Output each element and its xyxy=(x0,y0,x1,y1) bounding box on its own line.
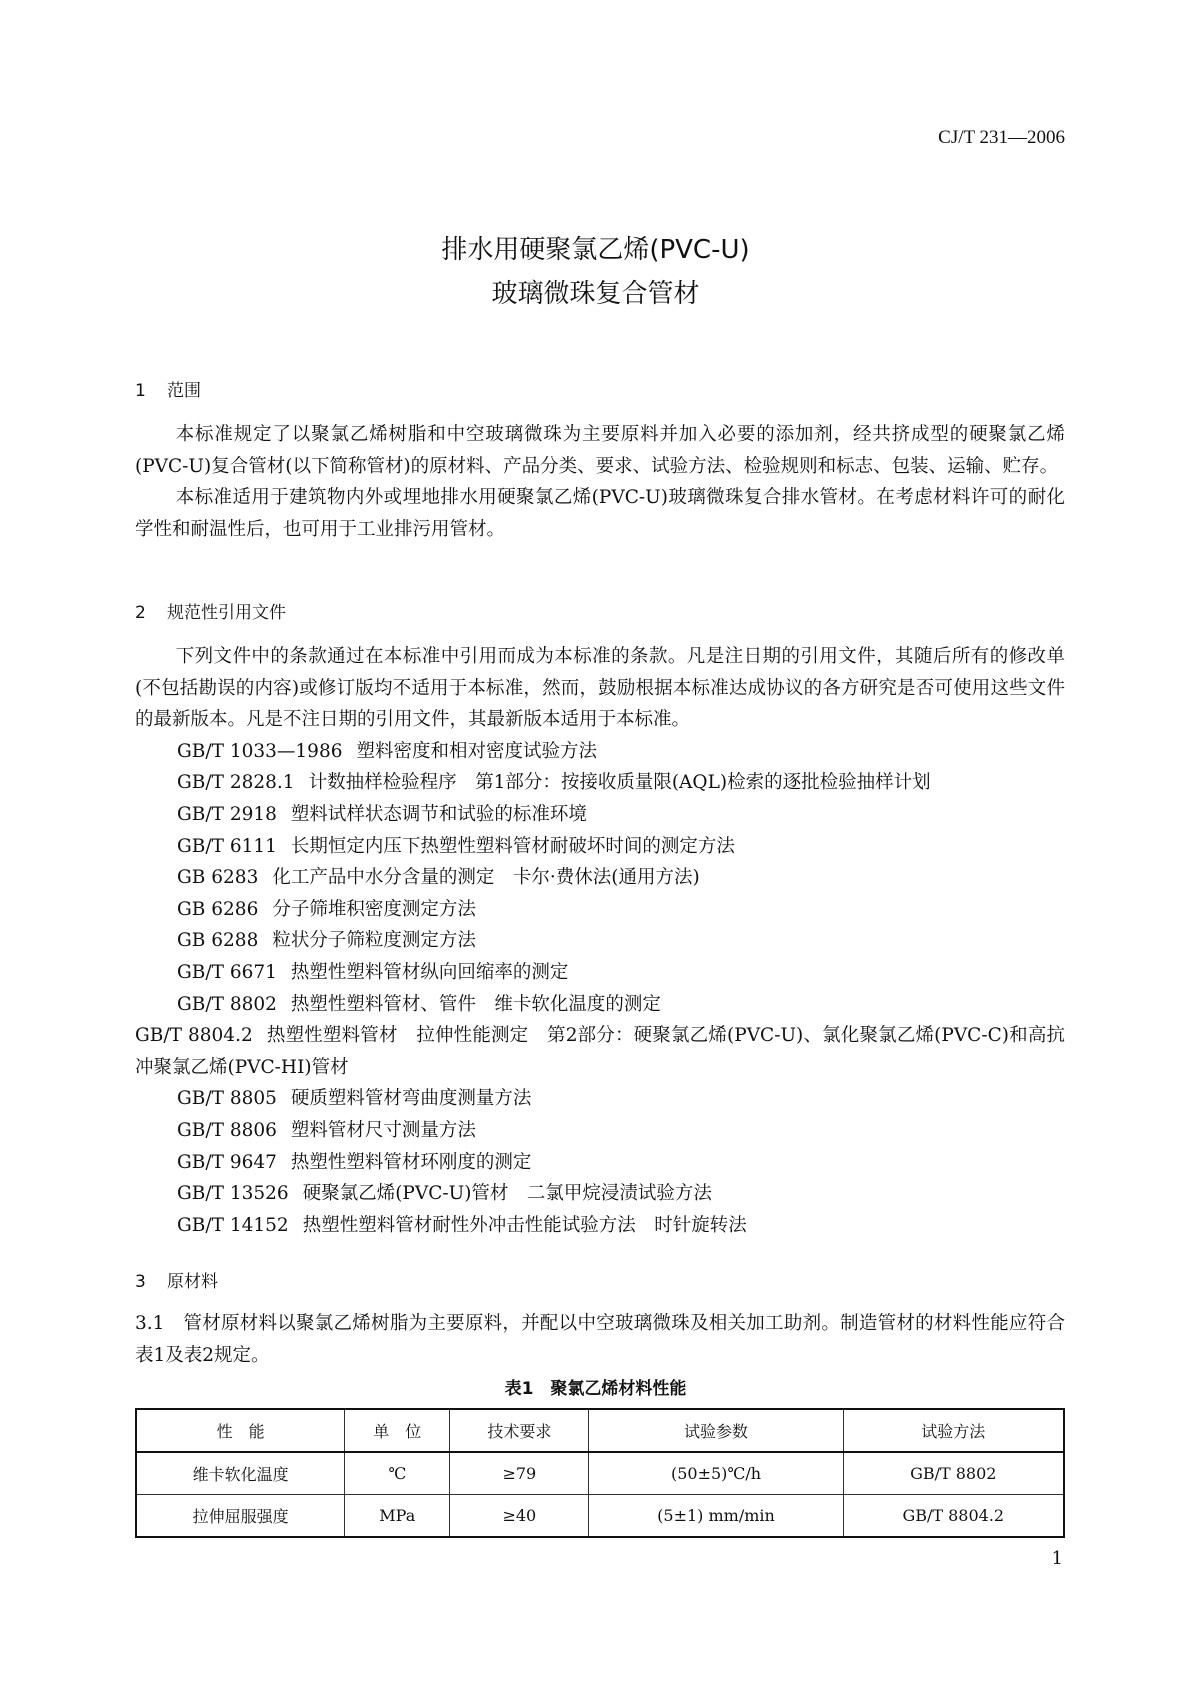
table-cell: ℃ xyxy=(345,1452,450,1495)
reference-title: 热塑性塑料管材、管件 维卡软化温度的测定 xyxy=(290,993,661,1015)
reference-code: GB/T 2828.1 xyxy=(177,772,295,794)
title-line-2: 玻璃微珠复合管材 xyxy=(491,279,700,309)
table-caption: 表1 聚氯乙烯材料性能 xyxy=(504,1379,687,1399)
material-properties-table xyxy=(135,1408,1065,1538)
section-3-heading: 3 原材料 xyxy=(135,1272,218,1292)
table-cell: (50±5)℃/h xyxy=(589,1452,843,1495)
table-cell: ≥40 xyxy=(450,1495,589,1538)
reference-code: GB 6288 xyxy=(177,930,259,952)
reference-list xyxy=(135,736,1065,1242)
reference-item xyxy=(135,894,1065,926)
paragraph: 下列文件中的条款通过在本标准中引用而成为本标准的条款。凡是注日期的引用文件，其随后所有的修改单(不包括勘误的内容)或修订版均不适用于本标准，然而，鼓励根据本标准达成协议的各方研究是否可使用这些文件的最新版本。凡是不注日期的引用文件，其最新版本适用于本标准。 xyxy=(135,646,1065,731)
table-cell: (5±1) mm/min xyxy=(589,1495,843,1538)
paragraph: 本标准规定了以聚氯乙烯树脂和中空玻璃微珠为主要原料并加入必要的添加剂，经共挤成型的硬聚氯乙烯(PVC-U)复合管材(以下简称管材)的原材料、产品分类、要求、试验方法、检验规则和标志、包装、运输、贮存。 xyxy=(135,424,1065,477)
reference-title: 热塑性塑料管材纵向回缩率的测定 xyxy=(290,961,569,983)
reference-item xyxy=(135,989,1065,1021)
standard-number: CJ/T 231—2006 xyxy=(938,127,1065,148)
reference-title: 塑料管材尺寸测量方法 xyxy=(290,1119,476,1141)
section-2-body xyxy=(135,641,1065,1241)
reference-code: GB/T 9647 xyxy=(177,1151,277,1173)
document-title xyxy=(0,228,1191,316)
reference-code: GB 6286 xyxy=(177,898,259,920)
column-header: 性 能 xyxy=(136,1409,345,1452)
reference-item xyxy=(135,925,1065,957)
reference-title: 化工产品中水分含量的测定 卡尔·费休法(通用方法) xyxy=(272,867,700,889)
reference-item xyxy=(135,799,1065,831)
reference-code: GB/T 8806 xyxy=(177,1119,277,1141)
reference-item xyxy=(135,1115,1065,1147)
reference-code: GB/T 14152 xyxy=(177,1214,289,1236)
section-3-body xyxy=(135,1308,1065,1371)
reference-code: GB/T 1033—1986 xyxy=(177,740,343,762)
column-header: 单 位 xyxy=(345,1409,450,1452)
title-line-1: 排水用硬聚氯乙烯(PVC-U) xyxy=(441,235,750,265)
reference-item xyxy=(135,1083,1065,1115)
reference-title: 硬聚氯乙烯(PVC-U)管材 二氯甲烷浸渍试验方法 xyxy=(302,1183,712,1205)
reference-title: 热塑性塑料管材环刚度的测定 xyxy=(290,1151,532,1173)
table-cell: 拉伸屈服强度 xyxy=(136,1495,345,1538)
reference-item xyxy=(135,831,1065,863)
reference-item xyxy=(135,736,1065,768)
reference-item xyxy=(135,862,1065,894)
table-cell: GB/T 8802 xyxy=(843,1452,1064,1495)
paragraph: 本标准适用于建筑物内外或埋地排水用硬聚氯乙烯(PVC-U)玻璃微珠复合排水管材。在考虑材料许可的耐化学性和耐温性后，也可用于工业排污用管材。 xyxy=(135,487,1065,540)
page-number: 1 xyxy=(1051,1548,1063,1569)
reference-item xyxy=(135,1147,1065,1179)
reference-title: 粒状分子筛粒度测定方法 xyxy=(272,930,476,952)
table-row xyxy=(136,1452,1064,1495)
reference-item xyxy=(135,1210,1065,1242)
column-header: 技术要求 xyxy=(450,1409,589,1452)
paragraph: 3.1 管材原材料以聚氯乙烯树脂为主要原料，并配以中空玻璃微珠及相关加工助剂。制造管材的材料性能应符合表1及表2规定。 xyxy=(135,1313,1065,1366)
reference-code: GB/T 6111 xyxy=(177,835,277,857)
reference-code: GB/T 8802 xyxy=(177,993,277,1015)
table-cell: GB/T 8804.2 xyxy=(843,1495,1064,1538)
column-header: 试验参数 xyxy=(589,1409,843,1452)
table-row xyxy=(136,1495,1064,1538)
reference-title: 热塑性塑料管材耐性外冲击性能试验方法 时针旋转法 xyxy=(302,1214,747,1236)
reference-item xyxy=(135,767,1065,799)
section-1-body xyxy=(135,419,1065,545)
section-2-heading: 2 规范性引用文件 xyxy=(135,603,286,623)
reference-item xyxy=(135,1020,1065,1083)
reference-title: 热塑性塑料管材 拉伸性能测定 第2部分：硬聚氯乙烯(PVC-U)、氯化聚氯乙烯(PVC-C)和高抗冲聚氯乙烯(PVC-HI)管材 xyxy=(135,1025,1065,1078)
reference-code: GB/T 8804.2 xyxy=(135,1025,253,1047)
reference-code: GB 6283 xyxy=(177,867,259,889)
reference-item xyxy=(135,957,1065,989)
table-cell: 维卡软化温度 xyxy=(136,1452,345,1495)
reference-title: 分子筛堆积密度测定方法 xyxy=(272,898,476,920)
reference-title: 塑料密度和相对密度试验方法 xyxy=(356,740,598,762)
reference-code: GB/T 8805 xyxy=(177,1088,277,1110)
reference-title: 计数抽样检验程序 第1部分：按接收质量限(AQL)检索的逐批检验抽样计划 xyxy=(308,772,931,794)
column-header: 试验方法 xyxy=(843,1409,1064,1452)
reference-title: 长期恒定内压下热塑性塑料管材耐破坏时间的测定方法 xyxy=(290,835,735,857)
reference-item xyxy=(135,1178,1065,1210)
table-cell: MPa xyxy=(345,1495,450,1538)
reference-code: GB/T 2918 xyxy=(177,803,277,825)
section-1-heading: 1 范围 xyxy=(135,381,201,401)
reference-title: 塑料试样状态调节和试验的标准环境 xyxy=(290,803,587,825)
table-cell: ≥79 xyxy=(450,1452,589,1495)
reference-title: 硬质塑料管材弯曲度测量方法 xyxy=(290,1088,532,1110)
reference-code: GB/T 13526 xyxy=(177,1183,289,1205)
reference-code: GB/T 6671 xyxy=(177,961,277,983)
